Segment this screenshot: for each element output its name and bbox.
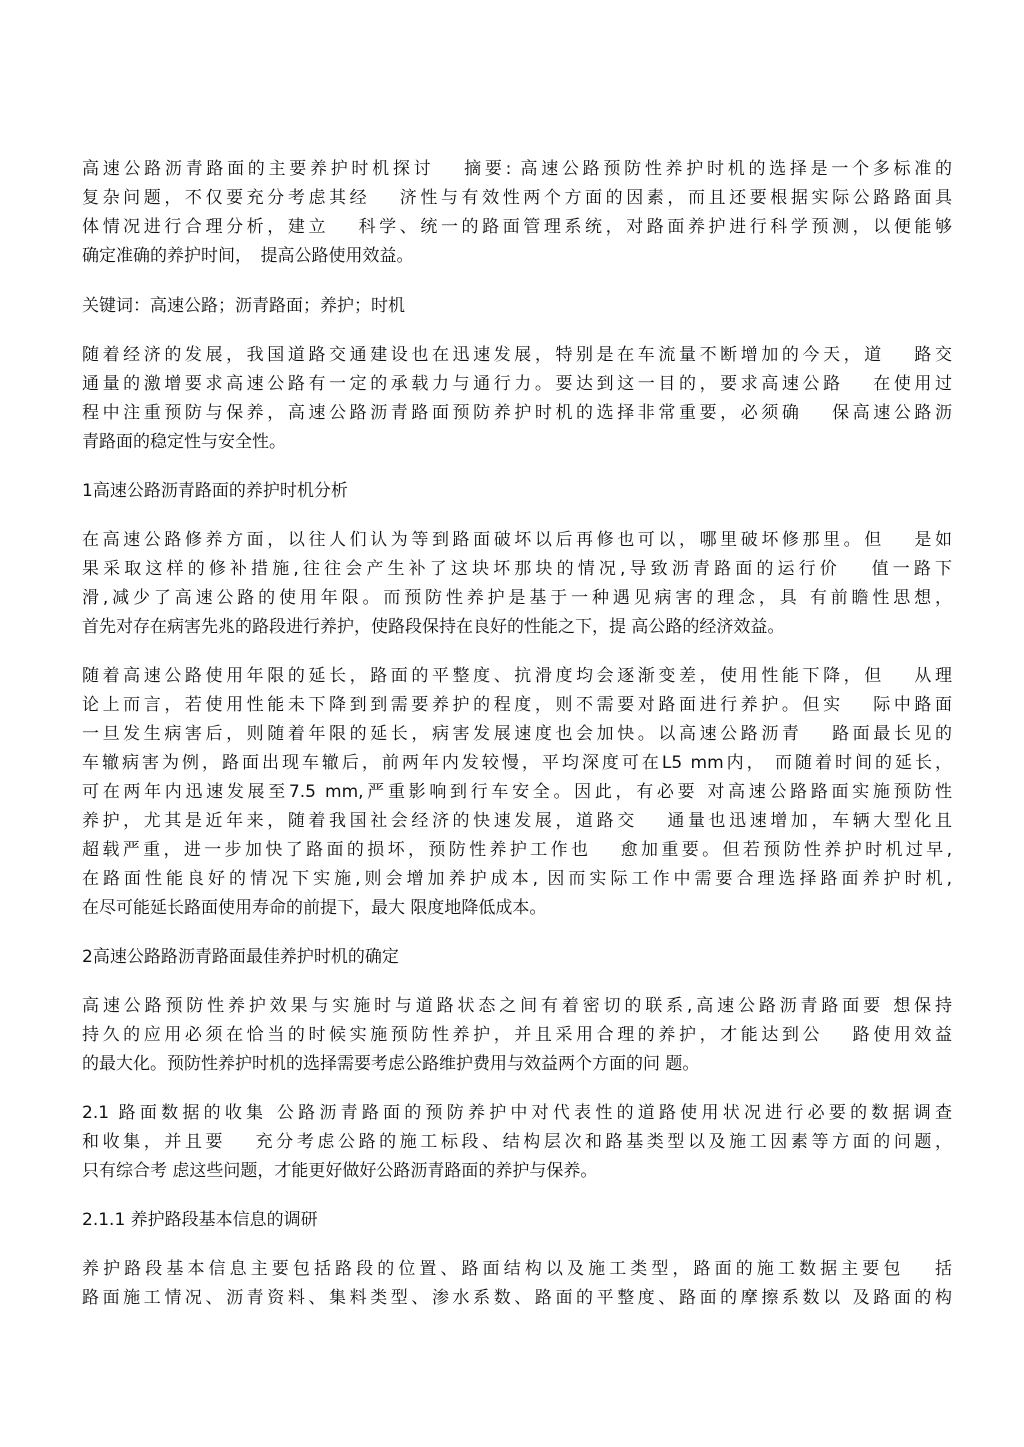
text-line: 程中注重预防与保养，高速公路沥青路面预防养护时机的选择非常重要，必须确 保高速公路沥 (82, 403, 952, 423)
text-line: 青路面的稳定性与安全性。 (82, 432, 286, 452)
text-line: 首先对存在病害先兆的路段进行养护，使路段保持在良好的性能之下，提 高公路的经济效益。 (82, 617, 785, 637)
text-line: 路面施工情况、沥青资料、集料类型、渗水系数、路面的平整度、路面的摩擦系数以 及路面的构 (82, 1288, 952, 1308)
text-line: 滑,减少了高速公路的使用年限。而预防性养护是基于一种遇见病害的理念，具 有前瞻性思想， (82, 588, 952, 608)
text-line: 养护，尤其是近年来，随着我国社会经济的快速发展，道路交 通量也迅速增加，车辆大型化且 (82, 811, 952, 831)
text-line: 一旦发生病害后，则随着年限的延长，病害发展速度也会加快。以高速公路沥青 路面最长见的 (82, 724, 952, 744)
text-line: 的最大化。预防性养护时机的选择需要考虑公路维护费用与效益两个方面的问 题。 (82, 1054, 700, 1074)
text-line: 在高速公路修养方面，以往人们认为等到路面破坏以后再修也可以，哪里破坏修那里。但 是如 (82, 530, 952, 550)
text-line: 随着经济的发展，我国道路交通建设也在迅速发展，特别是在车流量不断增加的今天，道 路交 (82, 345, 952, 365)
text-line: 车辙病害为例，路面出现车辙后，前两年内发较慢，平均深度可在L5 mm内， 而随着时间的延长， (82, 753, 952, 773)
text-line: 果采取这样的修补措施,往往会产生补了这块坏那块的情况,导致沥青路面的运行价 值一路下 (82, 559, 952, 579)
text-line: 和收集，并且要 充分考虑公路的施工标段、结构层次和路基类型以及施工因素等方面的问题， (82, 1132, 952, 1152)
text-line: 复杂问题，不仅要充分考虑其经 济性与有效性两个方面的因素，而且还要根据实际公路路面具 (82, 188, 952, 208)
text-line: 超载严重，进一步加快了路面的损坏，预防性养护工作也 愈加重要。但若预防性养护时机过早, (82, 840, 952, 860)
body-paragraph-5 (82, 1099, 952, 1186)
subsection-heading: 2.1.1 养护路段基本信息的调研 (82, 1210, 318, 1230)
text-line: 随着高速公路使用年限的延长，路面的平整度、抗滑度均会逐渐变差，使用性能下降，但 从理 (82, 666, 952, 686)
text-line: 养护路段基本信息主要包括路段的位置、路面结构以及施工类型，路面的施工数据主要包 括 (82, 1259, 952, 1279)
text-line: 只有综合考 虑这些问题，才能更好做好公路沥青路面的养护与保养。 (82, 1161, 598, 1181)
body-paragraph-1 (82, 341, 952, 457)
text-line: 在路面性能良好的情况下实施,则会增加养护成本, 因而实际工作中需要合理选择路面养护时机, (82, 869, 952, 889)
text-line: 持久的应用必须在恰当的时候实施预防性养护，并且采用合理的养护，才能达到公 路使用效益 (82, 1025, 952, 1045)
section-heading-2: 2高速公路路沥青路面最佳养护时机的确定 (82, 947, 399, 967)
body-paragraph-4 (82, 992, 952, 1079)
document-page (82, 155, 952, 1333)
text-line: 在尽可能延长路面使用寿命的前提下，最大 限度地降低成本。 (82, 898, 547, 918)
text-line: 2.1 路面数据的收集 公路沥青路面的预防养护中对代表性的道路使用状况进行必要的数据调查 (82, 1103, 952, 1123)
text-line: 高速公路沥青路面的主要养护时机探讨 摘要: 高速公路预防性养护时机的选择是一个多标准的 (82, 159, 952, 179)
text-line: 高速公路预防性养护效果与实施时与道路状态之间有着密切的联系,高速公路沥青路面要 想保持 (82, 996, 952, 1016)
text-line: 可在两年内迅速发展至7.5 mm,严重影响到行车安全。因此，有必要 对高速公路路面实施预防性 (82, 782, 952, 802)
section-heading-1: 1高速公路沥青路面的养护时机分析 (82, 481, 348, 501)
body-paragraph-3 (82, 662, 952, 923)
text-line: 体情况进行合理分析，建立 科学、统一的路面管理系统，对路面养护进行科学预测，以便能够 (82, 217, 952, 237)
text-line: 论上而言，若使用性能未下降到到需要养护的程度，则不需要对路面进行养护。但实 际中路面 (82, 695, 952, 715)
intro-abstract-paragraph (82, 155, 952, 271)
keywords-line: 关键词：高速公路；沥青路面；养护；时机 (82, 296, 405, 316)
body-paragraph-2 (82, 526, 952, 642)
text-line: 确定准确的养护时间， 提高公路使用效益。 (82, 246, 414, 266)
text-line: 通量的激增要求高速公路有一定的承载力与通行力。要达到这一目的，要求高速公路 在使用过 (82, 374, 952, 394)
body-paragraph-6 (82, 1255, 952, 1313)
